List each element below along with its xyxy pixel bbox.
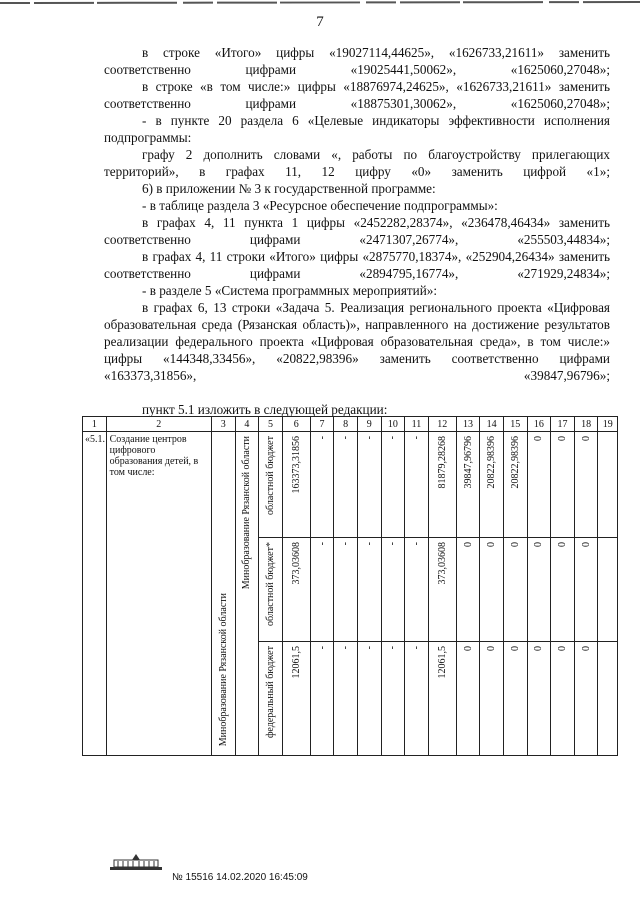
executor-text: Минобразование Рязанской области: [241, 436, 253, 590]
paragraph: в графах 4, 11 строки «Итого» цифры «2875770,18374», «252904,26434» заменить соответственно цифрами «2894795,16774», «271929,24834»;: [104, 249, 610, 281]
col-header: 7: [310, 417, 334, 432]
value-cell: -: [334, 432, 358, 538]
col-header: 3: [211, 417, 235, 432]
col-header: 14: [480, 417, 504, 432]
value-cell: -: [334, 642, 358, 756]
col-header: 11: [405, 417, 429, 432]
col-header: 5: [259, 417, 283, 432]
value-cell: 12061,5: [282, 642, 310, 756]
col-header: 1: [83, 417, 107, 432]
value-cell: 0: [456, 538, 480, 642]
value-cell: 0: [480, 538, 504, 642]
value-cell: -: [310, 432, 334, 538]
value-cell: -: [357, 642, 381, 756]
col-header: 9: [357, 417, 381, 432]
col-header: 2: [106, 417, 211, 432]
value-cell: 0: [527, 642, 551, 756]
value-cell: -: [405, 432, 429, 538]
document-registration-stamp: № 15516 14.02.2020 16:45:09: [172, 872, 308, 883]
table-row: [83, 432, 618, 538]
paragraph: в графах 4, 11 пункта 1 цифры «2452282,28374», «236478,46434» заменить соответственно цифрами «2471307,26774», «255503,44834»;: [104, 215, 610, 247]
value-cell: 0: [574, 538, 598, 642]
value-cell: 163373,31856: [282, 432, 310, 538]
paragraph: графу 2 дополнить словами «, работы по благоустройству прилегающих территорий», в графах 11, 12 цифру «0» заменить цифрой «1»;: [104, 147, 610, 179]
value-cell: -: [310, 538, 334, 642]
page-number: 7: [316, 14, 324, 30]
value-cell: 0: [480, 642, 504, 756]
value-cell: 0: [527, 432, 551, 538]
scan-top-edge: [0, 0, 640, 10]
col-header: 10: [381, 417, 405, 432]
value-cell: -: [310, 642, 334, 756]
value-cell: 12061,5: [428, 642, 456, 756]
paragraph: - в таблице раздела 3 «Ресурсное обеспечение подпрограммы»:: [142, 198, 498, 213]
measures-table: [82, 416, 618, 756]
section-intro: пункт 5.1 изложить в следующей редакции:: [142, 402, 388, 417]
col-header: 6: [282, 417, 310, 432]
paragraph: в строке «в том числе:» цифры «18876974,24625», «1626733,21611» заменить соответственно цифрами «18875301,30062», «1625060,27048»;: [104, 79, 610, 111]
value-cell: -: [357, 432, 381, 538]
col-header: 13: [456, 417, 480, 432]
col-header: 17: [551, 417, 575, 432]
value-cell: [598, 538, 618, 642]
value-cell: 0: [574, 642, 598, 756]
item-number: «5.1.: [83, 432, 107, 756]
col-header: 18: [574, 417, 598, 432]
value-cell: 0: [503, 642, 527, 756]
source-cell: федеральный бюджет: [259, 642, 283, 756]
col-header: 19: [598, 417, 618, 432]
value-cell: 0: [503, 538, 527, 642]
source-cell: областной бюджет: [259, 432, 283, 538]
value-cell: 39847,96796: [456, 432, 480, 538]
col-header: 15: [503, 417, 527, 432]
paragraph: - в разделе 5 «Система программных мероприятий»:: [142, 283, 438, 298]
value-cell: 373,03608: [282, 538, 310, 642]
executor-cell: [211, 432, 235, 756]
source-cell: областной бюджет*: [259, 538, 283, 642]
value-cell: 0: [551, 538, 575, 642]
value-cell: -: [405, 538, 429, 642]
value-cell: [598, 642, 618, 756]
value-cell: 81879,28268: [428, 432, 456, 538]
value-cell: -: [381, 538, 405, 642]
col-header: 8: [334, 417, 358, 432]
government-building-logo: [108, 852, 164, 872]
value-cell: 373,03608: [428, 538, 456, 642]
value-cell: 0: [551, 432, 575, 538]
executor-text: Минобразование Рязанской области: [217, 592, 229, 746]
col-header: 12: [428, 417, 456, 432]
col-header: 16: [527, 417, 551, 432]
value-cell: 20822,98396: [503, 432, 527, 538]
value-cell: 0: [527, 538, 551, 642]
paragraph: в графах 6, 13 строки «Задача 5. Реализация регионального проекта «Цифровая образовательная среда (Рязанская область)», направленного на достижение результатов реализации федерального проекта «Цифровая образовательная среда», в том числе:» цифры «144348,33456», «20822,98396» заменить соответственно цифрами «163373,31856», «39847,96796»;: [104, 300, 610, 383]
value-cell: 0: [574, 432, 598, 538]
value-cell: 0: [456, 642, 480, 756]
value-cell: 0: [551, 642, 575, 756]
value-cell: -: [381, 642, 405, 756]
document-body: [104, 44, 610, 384]
value-cell: -: [357, 538, 381, 642]
value-cell: -: [381, 432, 405, 538]
paragraph: в строке «Итого» цифры «19027114,44625», «1626733,21611» заменить соответственно цифрами «19025441,50062», «1625060,27048»;: [104, 45, 610, 77]
paragraph: - в пункте 20 раздела 6 «Целевые индикаторы эффективности исполнения подпрограммы:: [104, 113, 610, 145]
value-cell: -: [334, 538, 358, 642]
paragraph: 6) в приложении № 3 к государственной программе:: [142, 181, 436, 196]
col-header: 4: [235, 417, 259, 432]
item-name: Создание центров цифрового образования детей, в том числе:: [106, 432, 211, 756]
table-header-row: [83, 417, 618, 432]
value-cell: 20822,98396: [480, 432, 504, 538]
executor-cell: [235, 432, 259, 756]
value-cell: -: [405, 642, 429, 756]
value-cell: [598, 432, 618, 538]
